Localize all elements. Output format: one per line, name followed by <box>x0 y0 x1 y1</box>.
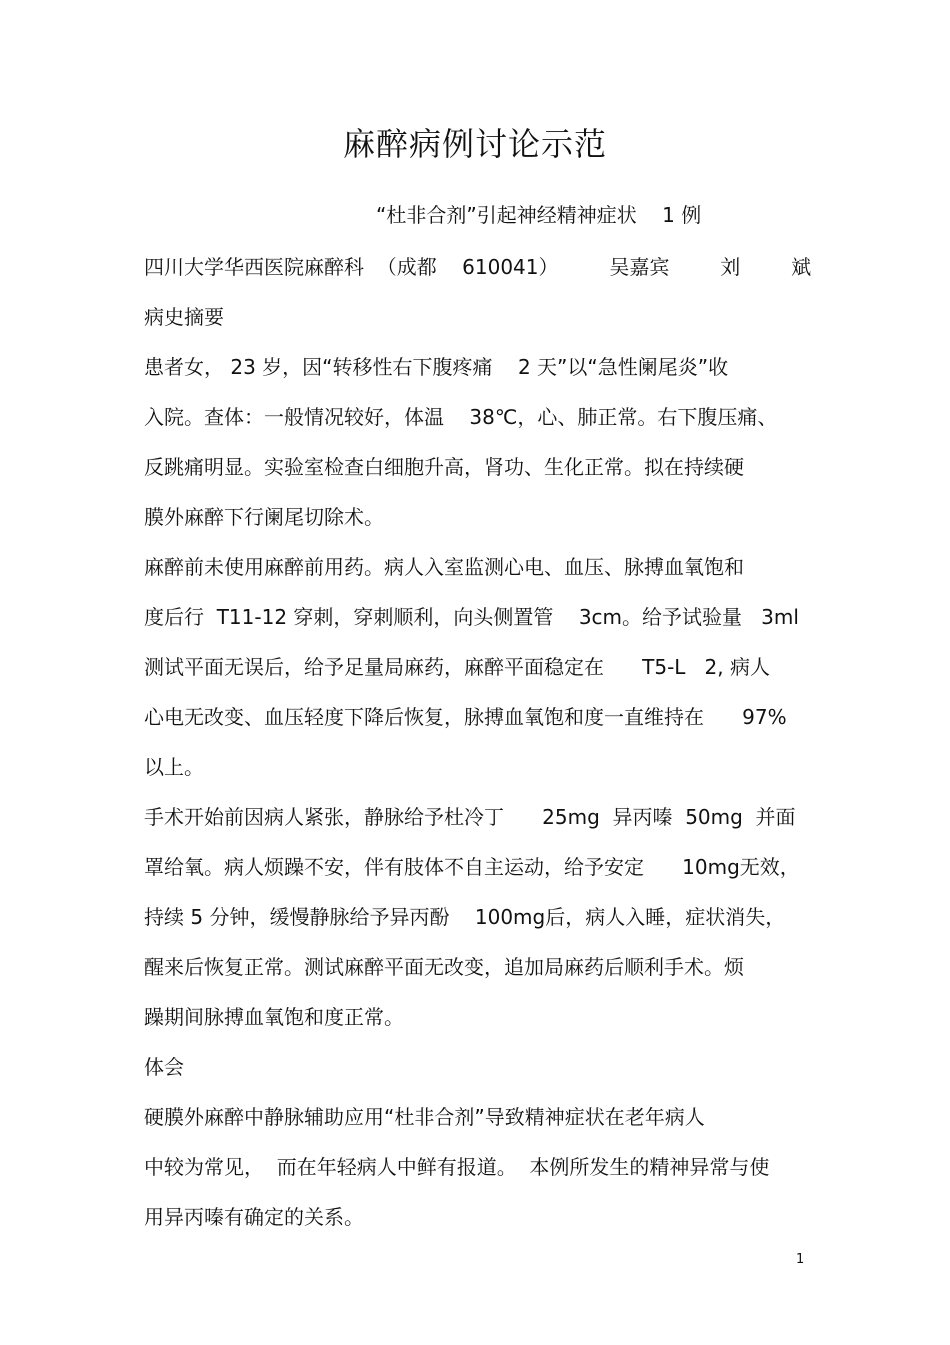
history-line: 患者女， 23 岁，因“转移性右下腹疼痛 2 天”以“急性阑尾炎”收 <box>144 355 729 379</box>
history-line: 反跳痛明显。实验室检查白细胞升高，肾功、生化正常。拟在持续硬 <box>144 455 744 479</box>
section-heading-history: 病史摘要 <box>144 305 224 329</box>
discussion-line: 中较为常见， 而在年轻病人中鲜有报道。 本例所发生的精神异常与使 <box>144 1155 770 1179</box>
history-line: 度后行 T11-12 穿刺，穿刺顺利，向头侧置管 3cm。给予试验量 3ml <box>144 605 799 629</box>
history-line: 膜外麻醉下行阑尾切除术。 <box>144 505 384 529</box>
discussion-line: 硬膜外麻醉中静脉辅助应用“杜非合剂”导致精神症状在老年病人 <box>144 1105 705 1129</box>
history-line: 持续 5 分钟，缓慢静脉给予异丙酚 100mg后，病人入睡，症状消失， <box>144 905 786 929</box>
history-line: 麻醉前未使用麻醉前用药。病人入室监测心电、血压、脉搏血氧饱和 <box>144 555 744 579</box>
section-heading-discussion: 体会 <box>144 1055 184 1079</box>
history-line: 手术开始前因病人紧张，静脉给予杜冷丁 25mg 异丙嗪 50mg 并面 <box>144 805 796 829</box>
history-line: 入院。查体：一般情况较好，体温 38℃，心、肺正常。右下腹压痛、 <box>144 405 778 429</box>
document-title: 麻醉病例讨论示范 <box>342 125 607 163</box>
page-number: 1 <box>796 1252 805 1267</box>
history-line: 醒来后恢复正常。测试麻醉平面无改变，追加局麻药后顺利手术。烦 <box>144 955 744 979</box>
history-line: 测试平面无误后，给予足量局麻药，麻醉平面稳定在 T5-L 2, 病人 <box>144 655 770 679</box>
case-subtitle: “杜非合剂”引起神经精神症状 1 例 <box>376 203 702 227</box>
authors-affiliation: 四川大学华西医院麻醉科 （成都 610041） 吴嘉宾 刘 斌 <box>144 255 812 279</box>
history-line: 以上。 <box>144 755 204 779</box>
discussion-line: 用异丙嗪有确定的关系。 <box>144 1205 364 1229</box>
history-line: 罩给氧。病人烦躁不安，伴有肢体不自主运动，给予安定 10mg无效， <box>144 855 800 879</box>
history-line: 心电无改变、血压轻度下降后恢复，脉搏血氧饱和度一直维持在 97% <box>144 705 787 729</box>
history-line: 躁期间脉搏血氧饱和度正常。 <box>144 1005 404 1029</box>
